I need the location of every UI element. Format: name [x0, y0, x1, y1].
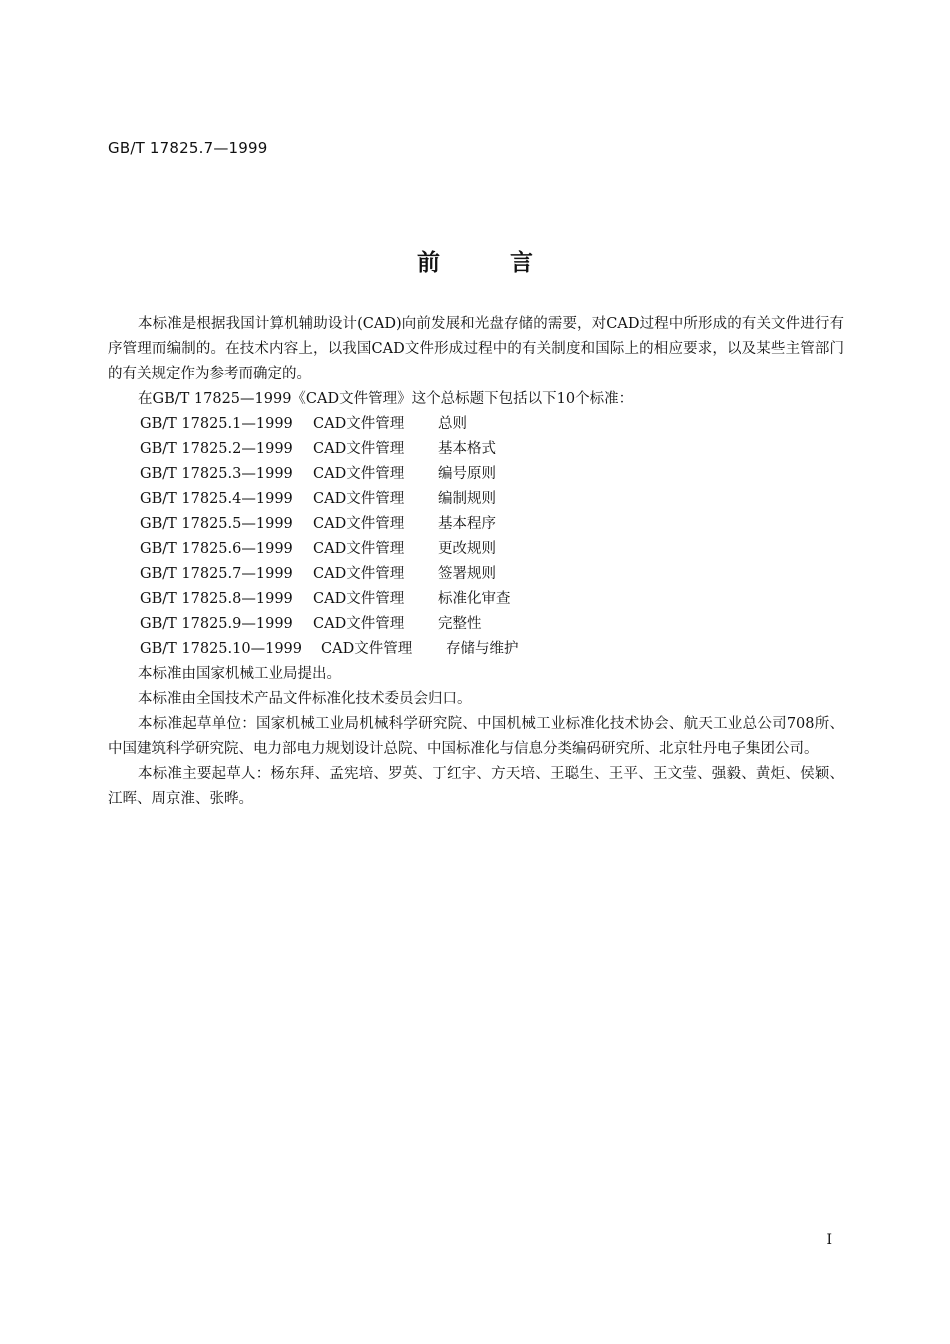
standard-part: 编制规则: [438, 491, 496, 507]
list-item: [108, 487, 844, 512]
list-item: [108, 562, 844, 587]
standard-number: GB/T 17825.5—1999: [140, 516, 293, 532]
list-item: [108, 412, 844, 437]
document-code: GB/T 17825.7—1999: [108, 139, 268, 157]
list-item: [108, 512, 844, 537]
list-item: [108, 437, 844, 462]
list-item: [108, 587, 844, 612]
page-number: I: [826, 1232, 832, 1248]
standard-part: 更改规则: [438, 541, 496, 557]
standard-series: CAD文件管理: [313, 441, 405, 457]
standard-number: GB/T 17825.3—1999: [140, 466, 293, 482]
standard-series: CAD文件管理: [313, 591, 405, 607]
standard-number: GB/T 17825.7—1999: [140, 566, 293, 582]
document-body: [108, 312, 844, 812]
standard-part: 基本格式: [438, 441, 496, 457]
standards-list: [108, 412, 844, 662]
standard-part: 存储与维护: [446, 641, 519, 657]
standard-series: CAD文件管理: [313, 616, 405, 632]
list-item: [108, 637, 844, 662]
standard-number: GB/T 17825.9—1999: [140, 616, 293, 632]
standard-number: GB/T 17825.8—1999: [140, 591, 293, 607]
intro-paragraph: 本标准是根据我国计算机辅助设计(CAD)向前发展和光盘存储的需要，对CAD过程中所形成的有关文件进行有序管理而编制的。在技术内容上，以我国CAD文件形成过程中的有关制度和国际上的相应要求，以及某些主管部门的有关规定作为参考而确定的。: [108, 316, 844, 382]
standard-part: 完整性: [438, 616, 482, 632]
standard-part: 签署规则: [438, 566, 496, 582]
list-item: [108, 537, 844, 562]
standard-number: GB/T 17825.1—1999: [140, 416, 293, 432]
standard-part: 编号原则: [438, 466, 496, 482]
standard-number: GB/T 17825.2—1999: [140, 441, 293, 457]
drafting-units-paragraph: 本标准起草单位：国家机械工业局机械科学研究院、中国机械工业标准化技术协会、航天工业总公司708所、中国建筑科学研究院、电力部电力规划设计总院、中国标准化与信息分类编码研究所、北京牡丹电子集团公司。: [108, 716, 844, 757]
standard-series: CAD文件管理: [321, 641, 413, 657]
standard-number: GB/T 17825.6—1999: [140, 541, 293, 557]
standard-series: CAD文件管理: [313, 466, 405, 482]
standard-part: 总则: [438, 416, 467, 432]
series-intro-paragraph: 在GB/T 17825—1999《CAD文件管理》这个总标题下包括以下10个标准：: [138, 391, 634, 407]
committee-paragraph: 本标准由全国技术产品文件标准化技术委员会归口。: [138, 691, 472, 707]
standard-part: 基本程序: [438, 516, 496, 532]
proposer-paragraph: 本标准由国家机械工业局提出。: [138, 666, 341, 682]
list-item: [108, 612, 844, 637]
standard-series: CAD文件管理: [313, 491, 405, 507]
standard-series: CAD文件管理: [313, 541, 405, 557]
page-title: 前言: [417, 249, 603, 276]
standard-series: CAD文件管理: [313, 516, 405, 532]
standard-series: CAD文件管理: [313, 416, 405, 432]
standard-number: GB/T 17825.10—1999: [140, 641, 302, 657]
list-item: [108, 462, 844, 487]
drafters-paragraph: 本标准主要起草人：杨东拜、孟宪培、罗英、丁红宇、方天培、王聪生、王平、王文莹、强毅、黄炬、侯颖、江晖、周京淮、张晔。: [108, 766, 844, 807]
standard-number: GB/T 17825.4—1999: [140, 491, 293, 507]
standard-series: CAD文件管理: [313, 566, 405, 582]
standard-part: 标准化审查: [438, 591, 511, 607]
